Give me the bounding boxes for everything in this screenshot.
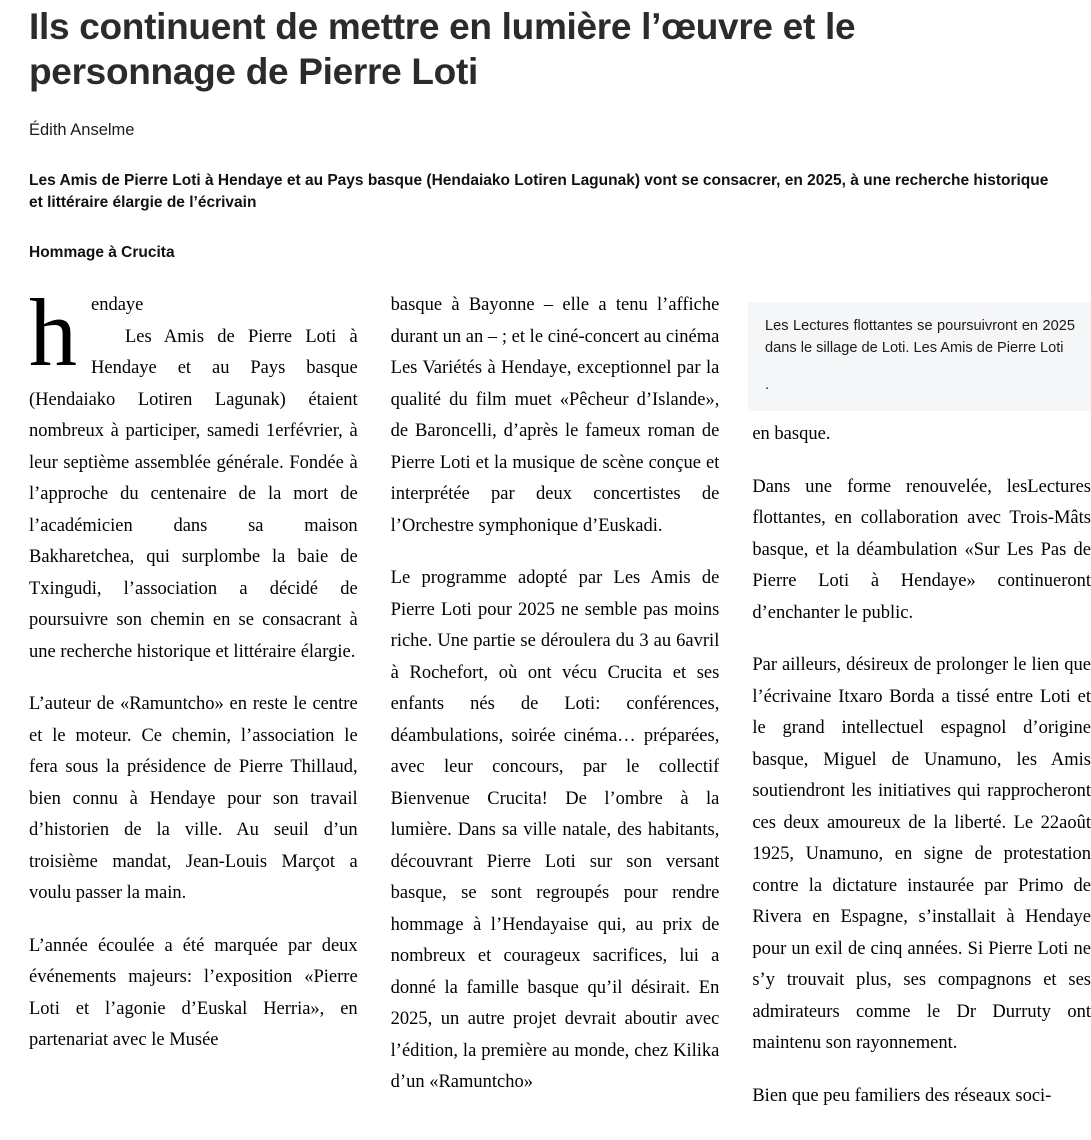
pull-quote-text: Les Lectures flottantes se poursuivront en 2025 dans le sillage de Loti. Les Amis de Pierre Loti [765,318,1075,356]
body-paragraph: en basque. [752,424,831,444]
lead-paragraph-text: Les Amis de Pierre Loti à Hendaye et au Pays basque (Hendaiako Lotiren Lagunak) étaient nombreux à participer, samedi 1erfévrier, à leur septième assemblée générale. Fondée à l’approche du centenaire de la mort de l’académicien dans sa maison Bakharetchea, qui surplombe la baie de Txingudi, l’association a décidé de poursuivre son chemin en se consacrant à une recherche historique et littéraire élargie. [29,326,358,662]
drop-cap-letter: h [29,290,77,386]
body-paragraph: Bien que peu familiers des réseaux soci- [752,1085,1052,1106]
article-column-2 [391,290,720,1140]
article-subhead: Hommage à Crucita [29,243,175,261]
body-paragraph: Par ailleurs, désireux de prolonger le lien que l’écrivaine Itxaro Borda a tissé entre Loti et le grand intellectuel espagnol d’origine basque, Miguel de Unamuno, les Amis soutiendront les initiatives qui rapprocheront ces deux amoureux de la liberté. Le 22août 1925, Unamuno, en signe de protestation contre la dictature instaurée par Primo de Rivera en Espagne, s’installait à Hendaye pour un exil de cinq années. Si Pierre Loti ne s’y trouvait plus, ses compagnons et ses admirateurs comme le Dr Durruty ont maintenu son rayonnement. [752,655,1091,1053]
body-paragraph: L’auteur de «Ramuntcho» en reste le centre et le moteur. Ce chemin, l’association le fera sous la présidence de Pierre Thillaud, bien connu à Hendaye pour son travail d’historien de la ville. Au seuil d’un troisième mandat, Jean-Louis Marçot a voulu passer la main. [29,694,358,903]
body-paragraph: Dans une forme renouvelée, lesLectures flottantes, en collaboration avec Trois-Mâts basque, et la déambulation «Sur Les Pas de Pierre Loti à Hendaye» continueront d’enchanter le public. [752,476,1091,623]
article-column-3 [752,290,1091,1140]
page-title: Ils continuent de mettre en lumière l’œuvre et le personnage de Pierre Loti [29,6,856,93]
body-paragraph: L’année écoulée a été marquée par deux événements majeurs: l’exposition «Pierre Loti et l’agonie d’Euskal Herria», en partenariat avec le Musée [29,935,358,1050]
pull-quote-box [748,302,1091,411]
body-paragraph: Le programme adopté par Les Amis de Pierre Loti pour 2025 ne semble pas moins riche. Une partie se déroulera du 3 au 6avril à Rochefort, où ont vécu Crucita et ses enfants nés de Loti: conférences, déambulations, soirée cinéma… préparées, avec leur concours, par le collectif Bienvenue Crucita! De l’ombre à la lumière. Dans sa ville natale, des habitants, découvrant Pierre Loti sur son versant basque, se sont regroupés pour rendre hommage à l’Hendayaise qui, au prix de nombreux et courageux sacrifices, lui a donné la famille basque qu’il désirait. En 2025, un autre projet devrait aboutir avec l’édition, la première au monde, chez Kilika d’un «Ramuntcho» [390,568,720,1092]
article-byline: Édith Anselme [29,121,135,140]
article-standfirst: Les Amis de Pierre Loti à Hendaye et au Pays basque (Hendaiako Lotiren Lagunak) vont se consacrer, en 2025, à une recherche historique et littéraire élargie de l’écrivain [29,171,1049,212]
lead-paragraph [29,290,358,668]
article-column-1 [29,290,358,1140]
body-paragraph: basque à Bayonne – elle a tenu l’affiche durant un an – ; et le ciné-concert au cinéma Les Variétés à Hendaye, exceptionnel par la qualité du film muet «Pêcheur d’Islande», de Baroncelli, d’après le fameux roman de Pierre Loti et la musique de scène conçue et interprétée par deux concertistes de l’Orchestre symphonique d’Euskadi. [390,295,720,536]
article-body-columns [29,290,1091,1140]
article-masthead [0,0,1091,263]
dateline-kicker: endaye [91,295,144,315]
pull-quote-trailing-dot: . [765,377,770,393]
